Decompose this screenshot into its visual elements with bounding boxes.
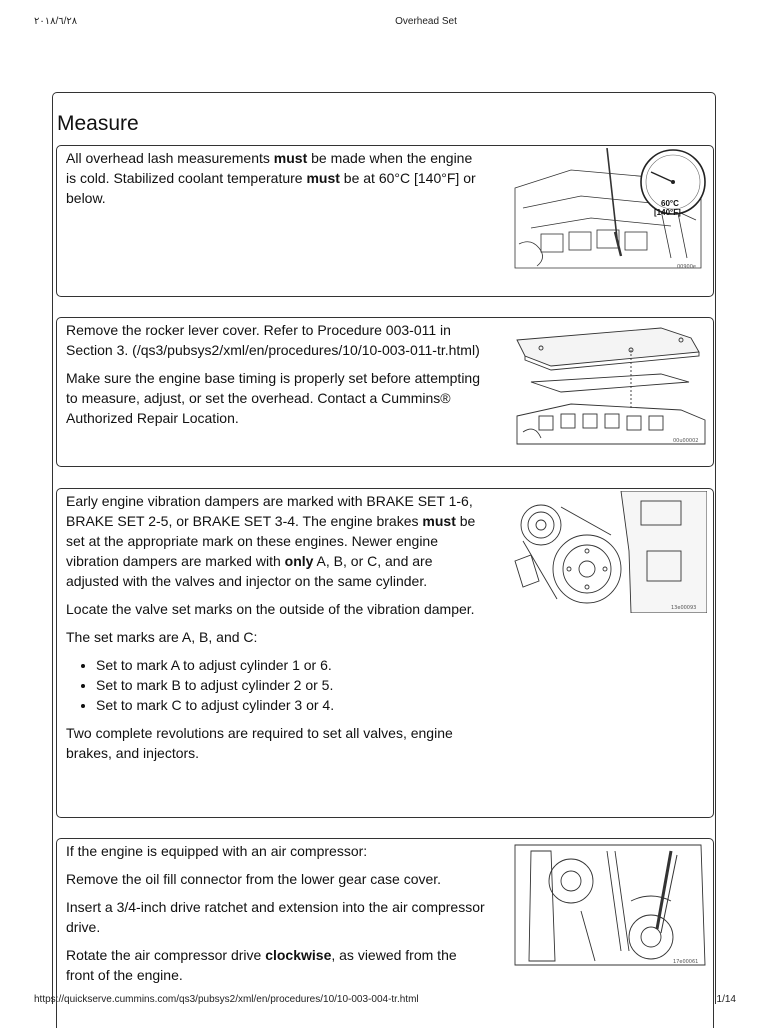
step-paragraph: All overhead lash measurements must be made when the engine is cold. Stabilized coolant temperature must be at 60°C [140°F] or below.: [66, 150, 476, 206]
step-text: [66, 148, 486, 216]
step-paragraph: Rotate the air compressor drive clockwise, as viewed from the front of the engine.: [66, 947, 457, 983]
figure-code: 13e00093: [671, 605, 697, 611]
print-date: ٢٠١٨/٦/٢٨: [34, 16, 78, 27]
step-paragraph: If the engine is equipped with an air compressor:: [66, 843, 368, 859]
list-item: • Set to mark B to adjust cylinder 2 or 5.: [96, 675, 486, 695]
step-vibration-damper-marks: [56, 488, 714, 818]
step-text: [66, 320, 486, 436]
step-paragraph: Make sure the engine base timing is properly set before attempting to measure, adjust, or set the overhead. Contact a Cummins® Authorized Repair Location.: [66, 370, 481, 426]
engine-thermometer-illustration: [511, 148, 707, 272]
gauge-reading-imperial: [140°F]: [654, 208, 681, 217]
step-remove-rocker-cover: [56, 317, 714, 467]
step-text: [66, 491, 486, 771]
step-paragraph: Remove the rocker lever cover. Refer to Procedure 003-011 in Section 3. (/qs3/pubsys2/xml/en/procedures/10/10-003-011-tr.html): [66, 322, 480, 358]
list-item: • Set to mark C to adjust cylinder 3 or 4.: [96, 695, 486, 715]
section-title: Measure: [57, 112, 139, 135]
print-title: Overhead Set: [395, 16, 457, 27]
step-paragraph: The set marks are A, B, and C:: [66, 629, 258, 645]
print-footer: [0, 994, 768, 1010]
step-paragraph: Locate the valve set marks on the outside of the vibration damper.: [66, 601, 475, 617]
step-paragraph: Remove the oil fill connector from the lower gear case cover.: [66, 871, 442, 887]
gauge-reading: 60°C: [661, 199, 679, 208]
figure-code: 00u00002: [673, 438, 699, 444]
step-paragraph: Insert a 3/4-inch drive ratchet and extension into the air compressor drive.: [66, 899, 485, 935]
vibration-damper-illustration: [511, 491, 707, 613]
print-header: [0, 16, 768, 32]
step-coolant-temperature: [56, 145, 714, 297]
figure-code: 00900e: [677, 264, 696, 270]
rocker-cover-illustration: [511, 320, 707, 446]
list-item: • Set to mark A to adjust cylinder 1 or 6.: [96, 655, 486, 675]
step-text: [66, 841, 486, 993]
step-paragraph: Early engine vibration dampers are marked with BRAKE SET 1-6, BRAKE SET 2-5, or BRAKE SET 3-4. The engine brakes must be set at the appropriate mark on these engines. Newer engine vibration dampers are marked with only A, B, or C, and are adjusted with the valves and injector on the same cylinder.: [66, 493, 476, 589]
step-paragraph: Two complete revolutions are required to set all valves, engine brakes, and injectors.: [66, 725, 453, 761]
air-compressor-illustration: [511, 841, 707, 967]
page-number: 1/14: [716, 994, 736, 1005]
set-mark-list: [66, 655, 486, 715]
source-url: https://quickserve.cummins.com/qs3/pubsys2/xml/en/procedures/10/10-003-004-tr.html: [34, 994, 419, 1005]
figure-code: 17e00061: [673, 959, 699, 965]
